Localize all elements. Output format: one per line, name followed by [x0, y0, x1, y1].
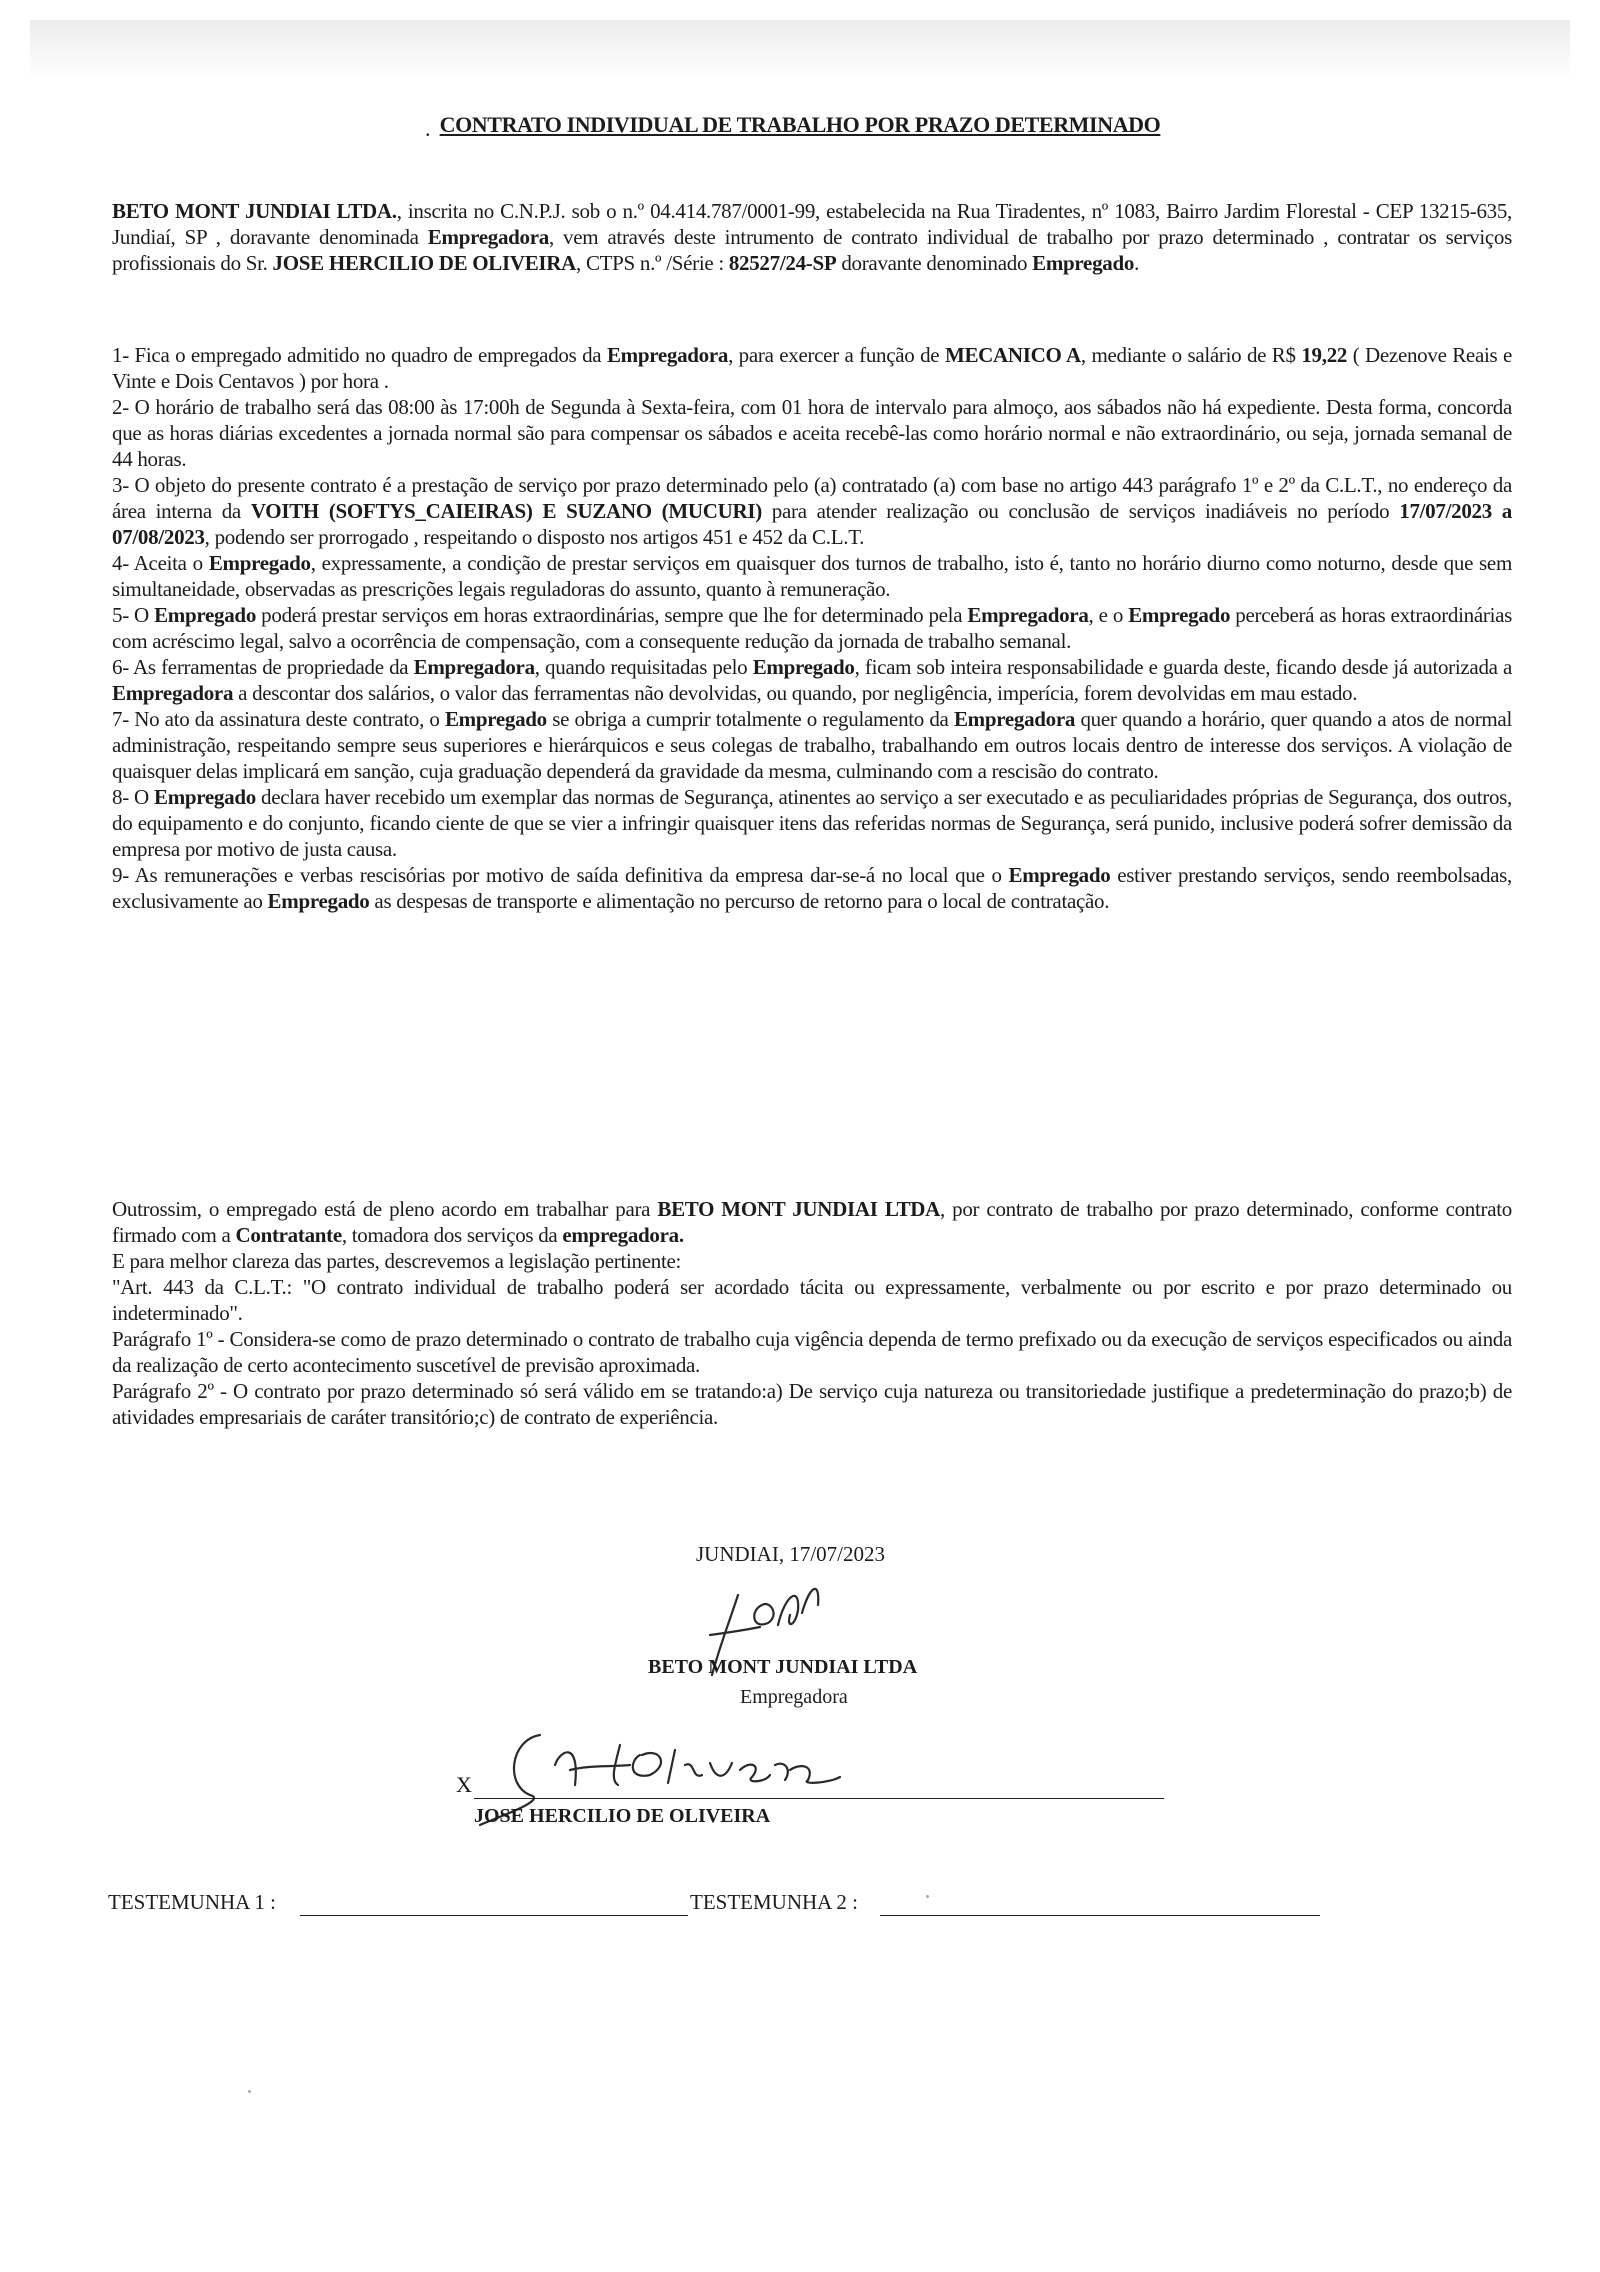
intro-paragraph — [112, 198, 1512, 276]
employer-role: Empregadora — [740, 1686, 848, 1708]
scan-speck — [926, 1895, 929, 1898]
closing-paragraph — [112, 1378, 1512, 1430]
text-run: declara haver recebido um exemplar das normas de Segurança, atinentes ao serviço a ser executado e as peculiaridades próprias de Segurança, dos outros, do equipamento e do conjunto, ficando ciente de que se vier a infringir quaisquer itens das referidas normas de Segurança, será punido, inclusive poderá sofrer demissão da empresa por motivo de justa causa. — [112, 785, 1512, 861]
text-run: perceberá as horas extraordinárias com acréscimo legal, salvo a ocorrência de compensação, com a consequente redução da jornada de trabalho semanal. — [112, 603, 1512, 653]
text-run: . — [1134, 251, 1140, 275]
employee-signature-line — [474, 1798, 1164, 1799]
text-run: 4- Aceita o — [112, 551, 209, 575]
bold-text-run: empregadora. — [562, 1223, 684, 1247]
bold-text-run: Empregado — [1032, 251, 1135, 275]
text-run: , por contrato de trabalho por prazo determinado, conforme contrato firmado com a — [112, 1197, 1512, 1247]
bold-text-run: Empregadora — [413, 655, 535, 679]
stray-dot: . — [425, 116, 431, 141]
bold-text-run: Empregado — [267, 889, 370, 913]
clause-2 — [112, 394, 1512, 472]
closing-paragraph — [112, 1196, 1512, 1248]
text-run: "Art. 443 da C.L.T.: "O contrato individual de trabalho poderá ser acordado tácita ou expressamente, verbalmente ou por escrito e por prazo determinado ou indeterminado". — [112, 1275, 1512, 1325]
bold-text-run: 82527/24-SP — [728, 251, 837, 275]
text-run: poderá prestar serviços em horas extraordinárias, sempre que lhe for determinado pela — [256, 603, 968, 627]
bold-text-run: JOSE HERCILIO DE OLIVEIRA — [272, 251, 577, 275]
text-run: as despesas de transporte e alimentação no percurso de retorno para o local de contratação. — [369, 889, 1110, 913]
witness2-label: TESTEMUNHA 2 : — [690, 1890, 858, 1914]
text-run: para atender realização ou conclusão de serviços inadiáveis no período — [761, 499, 1400, 523]
bold-text-run: Empregadora — [112, 681, 234, 705]
bold-text-run: Empregadora — [953, 707, 1076, 731]
text-run: quer quando a horário, quer quando a atos de normal administração, respeitando sempre seus superiores e hierárquicos e seus colegas de trabalho, trabalhando em outros locais dentro de interesse dos serviços. A violação de quaisquer delas implicará em sanção, cuja graduação dependerá da gravidade da mesma, culminando com a rescisão do contrato. — [112, 707, 1512, 783]
bold-text-run: Empregadora — [967, 603, 1089, 627]
text-run: 6- As ferramentas de propriedade da — [112, 655, 414, 679]
witness2-line — [880, 1915, 1320, 1916]
text-run: , tomadora dos serviços da — [341, 1223, 563, 1247]
text-run: , CTPS n.º /Série : — [576, 251, 729, 275]
text-run: , vem através deste intrumento de contrato individual de trabalho por prazo determinado , contratar os serviços profissionais do Sr. — [112, 225, 1512, 275]
bold-text-run: Empregado — [444, 707, 547, 731]
text-run: , mediante o salário de R$ — [1080, 343, 1302, 367]
closing-paragraph — [112, 1274, 1512, 1326]
clause-3 — [112, 472, 1512, 550]
text-run: 5- O — [112, 603, 155, 627]
text-run: Outrossim, o empregado está de pleno acordo em trabalhar para — [112, 1197, 658, 1221]
clause-4 — [112, 550, 1512, 602]
text-run: , para exercer a função de — [728, 343, 945, 367]
bold-text-run: 19,22 — [1301, 343, 1348, 367]
clause-8 — [112, 784, 1512, 862]
document-title: CONTRATO INDIVIDUAL DE TRABALHO POR PRAZO DETERMINADO — [439, 112, 1161, 137]
bold-text-run: Empregadora — [427, 225, 549, 249]
bold-text-run: BETO MONT JUNDIAI LTDA. — [112, 199, 397, 223]
closing-paragraph — [112, 1248, 1512, 1274]
bold-text-run: Empregado — [153, 785, 256, 809]
text-run: 2- O horário de trabalho será das 08:00 às 17:00h de Segunda à Sexta-feira, com 01 hora de intervalo para almoço, aos sábados não há expediente. Desta forma, concorda que as horas diárias excedentes a jornada normal são para compensar os sábados e aceita recebê-las como horário normal e não extraordinário, ou seja, jornada semanal de 44 horas. — [112, 395, 1512, 471]
text-run: , quando requisitadas pelo — [534, 655, 753, 679]
bold-text-run: Empregado — [752, 655, 855, 679]
text-run: 1- Fica o empregado admitido no quadro de empregados da — [112, 343, 607, 367]
witness1-label: TESTEMUNHA 1 : — [108, 1890, 276, 1914]
text-run: Parágrafo 2º - O contrato por prazo determinado só será válido em se tratando:a) De serviço cuja natureza ou transitoriedade justifique a predeterminação do prazo;b) de atividades empresariais de caráter transitório;c) de contrato de experiência. — [112, 1379, 1512, 1429]
bold-text-run: MECANICO A — [944, 343, 1081, 367]
text-run: 9- As remunerações e verbas rescisórias por motivo de saída definitiva da empresa dar-se-á no local que o — [112, 863, 1009, 887]
text-run: 8- O — [112, 785, 154, 809]
text-run: Parágrafo 1º - Considera-se como de prazo determinado o contrato de trabalho cuja vigência dependa de termo prefixado ou da execução de serviços especificados ou ainda da realização de certo acontecimento suscetível de previsão aproximada. — [112, 1327, 1512, 1377]
clause-1 — [112, 342, 1512, 394]
signing-date: JUNDIAI, 17/07/2023 — [696, 1542, 885, 1566]
text-run: doravante denominado — [836, 251, 1033, 275]
bold-text-run: VOITH (SOFTYS_CAIEIRAS) E SUZANO (MUCURI) — [250, 499, 762, 523]
employee-name: JOSE HERCILIO DE OLIVEIRA — [474, 1805, 771, 1827]
bold-text-run: Empregado — [1008, 863, 1111, 887]
text-run: , podendo ser prorrogado , respeitando o disposto nos artigos 451 e 452 da C.L.T. — [204, 525, 865, 549]
closing-section — [112, 1196, 1512, 1430]
text-run: , inscrita no C.N.P.J. sob o n.º 04.414.787/0001-99, estabelecida na Rua Tiradentes, nº 1083, Bairro Jardim Florestal - CEP 13215-635, Jundiaí, SP , doravante denominada — [112, 199, 1512, 249]
bold-text-run: 17/07/2023 a 07/08/2023 — [112, 499, 1513, 549]
scan-speck — [248, 2090, 251, 2093]
bold-text-run: Empregado — [154, 603, 257, 627]
text-run: ( Dezenove Reais e Vinte e Dois Centavos ) por hora . — [112, 343, 1513, 393]
employer-name: BETO MONT JUNDIAI LTDA — [648, 1656, 918, 1678]
text-run: E para melhor clareza das partes, descrevemos a legislação pertinente: — [112, 1249, 682, 1273]
bold-text-run: Empregado — [208, 551, 311, 575]
text-run: estiver prestando serviços, sendo reembolsadas, exclusivamente ao — [112, 863, 1512, 913]
bold-text-run: Contratante — [235, 1223, 342, 1247]
clause-6 — [112, 654, 1512, 706]
scan-shadow — [30, 20, 1570, 80]
clause-7 — [112, 706, 1512, 784]
text-run: se obriga a cumprir totalmente o regulamento da — [546, 707, 954, 731]
signature-x-mark: X — [456, 1772, 472, 1797]
text-run: a descontar dos salários, o valor das ferramentas não devolvidas, ou quando, por negligência, imperícia, forem devolvidas em mau estado. — [233, 681, 1358, 705]
witness1-line — [300, 1915, 688, 1916]
bold-text-run: Empregado — [1128, 603, 1231, 627]
text-run: , expressamente, a condição de prestar serviços em quaisquer dos turnos de trabalho, isto é, tanto no horário diurno como noturno, desde que sem simultaneidade, observadas as prescrições legais reguladoras do assunto, quanto à remuneração. — [112, 551, 1512, 601]
text-run: , e o — [1088, 603, 1129, 627]
clause-5 — [112, 602, 1512, 654]
bold-text-run: BETO MONT JUNDIAI LTDA — [657, 1197, 941, 1221]
clause-9 — [112, 862, 1512, 914]
closing-paragraph — [112, 1326, 1512, 1378]
text-run: 3- O objeto do presente contrato é a prestação de serviço por prazo determinado pelo (a) contratado (a) com base no artigo 443 parágrafo 1º e 2º da C.L.T., no endereço da área interna da — [112, 473, 1512, 523]
bold-text-run: Empregadora — [606, 343, 729, 367]
text-run: , ficam sob inteira responsabilidade e guarda deste, ficando desde já autorizada a — [854, 655, 1513, 679]
text-run: 7- No ato da assinatura deste contrato, o — [112, 707, 445, 731]
clauses-section — [112, 342, 1512, 914]
